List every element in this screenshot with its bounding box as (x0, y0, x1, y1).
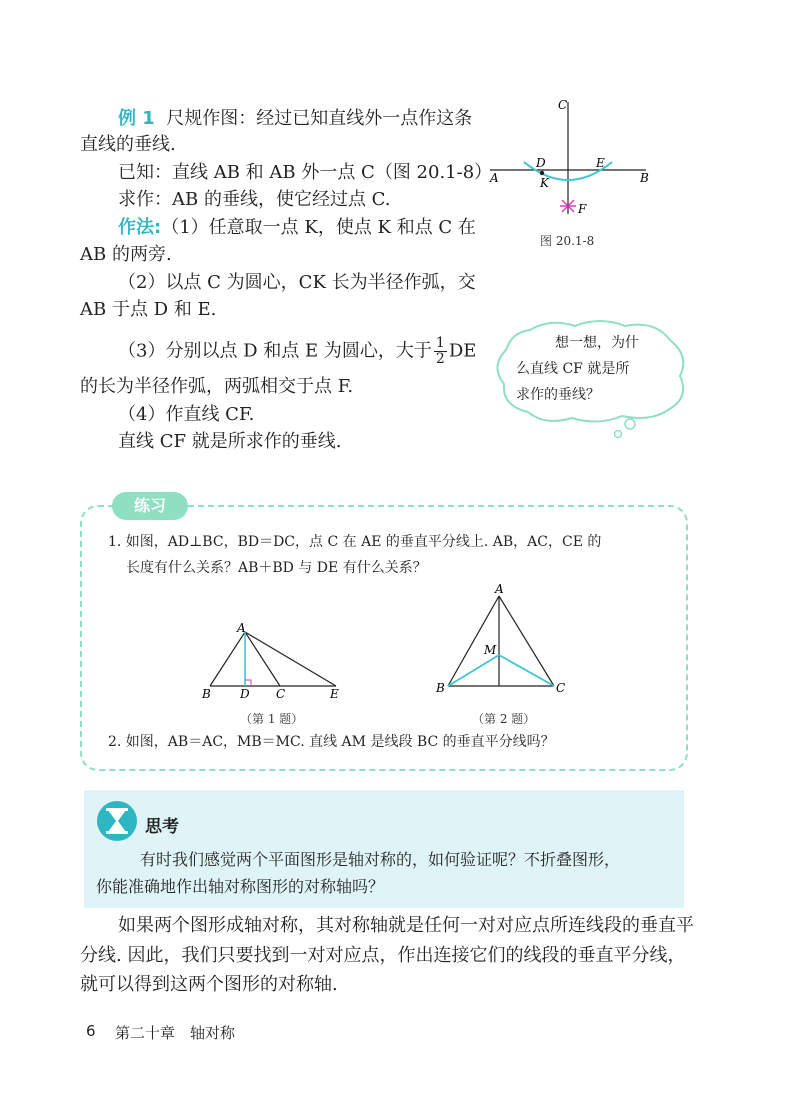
page-number: 6 (86, 1022, 96, 1040)
cloud-bubble-2 (615, 431, 622, 438)
fig-label-d: D (536, 156, 546, 170)
step3-line1 (118, 336, 476, 367)
think-title: 思考 (145, 817, 179, 837)
q1-line-ab (210, 632, 245, 686)
cloud-line1: 想一想，为什 (555, 335, 639, 351)
q1-line-ac (245, 632, 280, 686)
step2-line1: （2）以点 C 为圆心，CK 长为半径作弧，交 (118, 272, 476, 293)
q2-line-ac (499, 596, 554, 686)
body-line3: 就可以得到这两个图形的对称轴. (80, 974, 338, 995)
fraction-half (434, 336, 447, 367)
q1-figure (196, 618, 346, 700)
q1-label-d: D (240, 687, 250, 700)
step1-line1 (118, 214, 476, 242)
step4-line: （4）作直线 CF. (118, 404, 255, 425)
step1-line2: AB 的两旁. (80, 244, 172, 265)
q1-label-b: B (202, 687, 211, 700)
body-line1: 如果两个图形成轴对称，其对称轴就是任何一对对应点所连线段的垂直平 (118, 915, 694, 936)
q1-label-e: E (330, 687, 339, 700)
step1-text: （1）任意取一点 K，使点 K 和点 C 在 (161, 217, 476, 238)
q1-line-ae (245, 632, 336, 686)
practice-tab: 练习 (112, 492, 188, 520)
q2-label-m: M (484, 643, 497, 657)
q2-label-a: A (495, 582, 504, 596)
require-line: 求作：AB 的垂线，使它经过点 C. (118, 189, 391, 210)
cloud-line2: 么直线 CF 就是所 (516, 361, 630, 377)
q2-label-c: C (556, 681, 566, 695)
q1-right-angle (245, 680, 251, 686)
example-title-line1 (118, 105, 472, 133)
method-label: 作法: (118, 217, 162, 238)
cloud-bubble-1 (625, 419, 635, 429)
q1-label-c: C (276, 687, 286, 700)
fig-label-a: A (490, 171, 499, 185)
step3-text: （3）分别以点 D 和点 E 为圆心，大于 (118, 340, 432, 362)
q2-line-mc (499, 655, 554, 686)
step3-line2: 的长为半径作弧，两弧相交于点 F. (80, 376, 354, 397)
fig-label-k: K (540, 176, 549, 190)
body-line2: 分线. 因此，我们只要找到一对对应点，作出连接它们的线段的垂直平分线， (80, 945, 686, 966)
q2-line: 2. 如图，AB＝AC，MB＝MC. 直线 AM 是线段 BC 的垂直平分线吗？ (108, 734, 555, 750)
q2-figure (430, 580, 570, 698)
fig-label-b: B (640, 171, 649, 185)
fig-label-c: C (558, 98, 568, 112)
q2-caption: （第 2 题） (472, 712, 536, 726)
fig-label-e: E (596, 156, 605, 170)
think-line1: 有时我们感觉两个平面图形是轴对称的，如何验证呢？不折叠图形， (140, 850, 621, 869)
q1-line2: 长度有什么关系？AB＋BD 与 DE 有什么关系？ (126, 560, 427, 576)
step3-de: DE (448, 340, 477, 362)
q2-label-b: B (436, 681, 445, 695)
example-title-text: 尺规作图：经过已知直线外一点作这条 (166, 108, 473, 129)
q1-caption: （第 1 题） (240, 712, 304, 726)
q2-line-ab (448, 596, 499, 686)
think-line2: 你能准确地作出轴对称图形的对称轴吗？ (96, 877, 385, 896)
think-hourglass-icon (96, 800, 138, 842)
q1-line1: 1. 如图，AD⊥BC，BD＝DC，点 C 在 AE 的垂直平分线上. AB，AC，CE 的 (108, 534, 602, 550)
chapter-title: 第二十章 轴对称 (115, 1024, 236, 1042)
fig-label-f: F (578, 202, 587, 216)
example-title-line2: 直线的垂线. (80, 134, 176, 155)
fraction-numerator: 1 (435, 335, 445, 351)
point-k (540, 171, 544, 175)
fraction-denominator: 2 (435, 351, 445, 367)
conclusion-line: 直线 CF 就是所求作的垂线. (118, 431, 342, 452)
step2-line2: AB 于点 D 和 E. (80, 299, 217, 320)
example-label: 例 1 (118, 108, 155, 129)
q1-label-a: A (237, 621, 246, 635)
cloud-line3: 求作的垂线？ (516, 387, 600, 403)
known-line: 已知：直线 AB 和 AB 外一点 C（图 20.1-8） (118, 162, 493, 183)
figure-caption: 图 20.1-8 (540, 234, 595, 248)
figure-20-1-8 (480, 90, 660, 220)
q2-line-mb (448, 655, 499, 686)
